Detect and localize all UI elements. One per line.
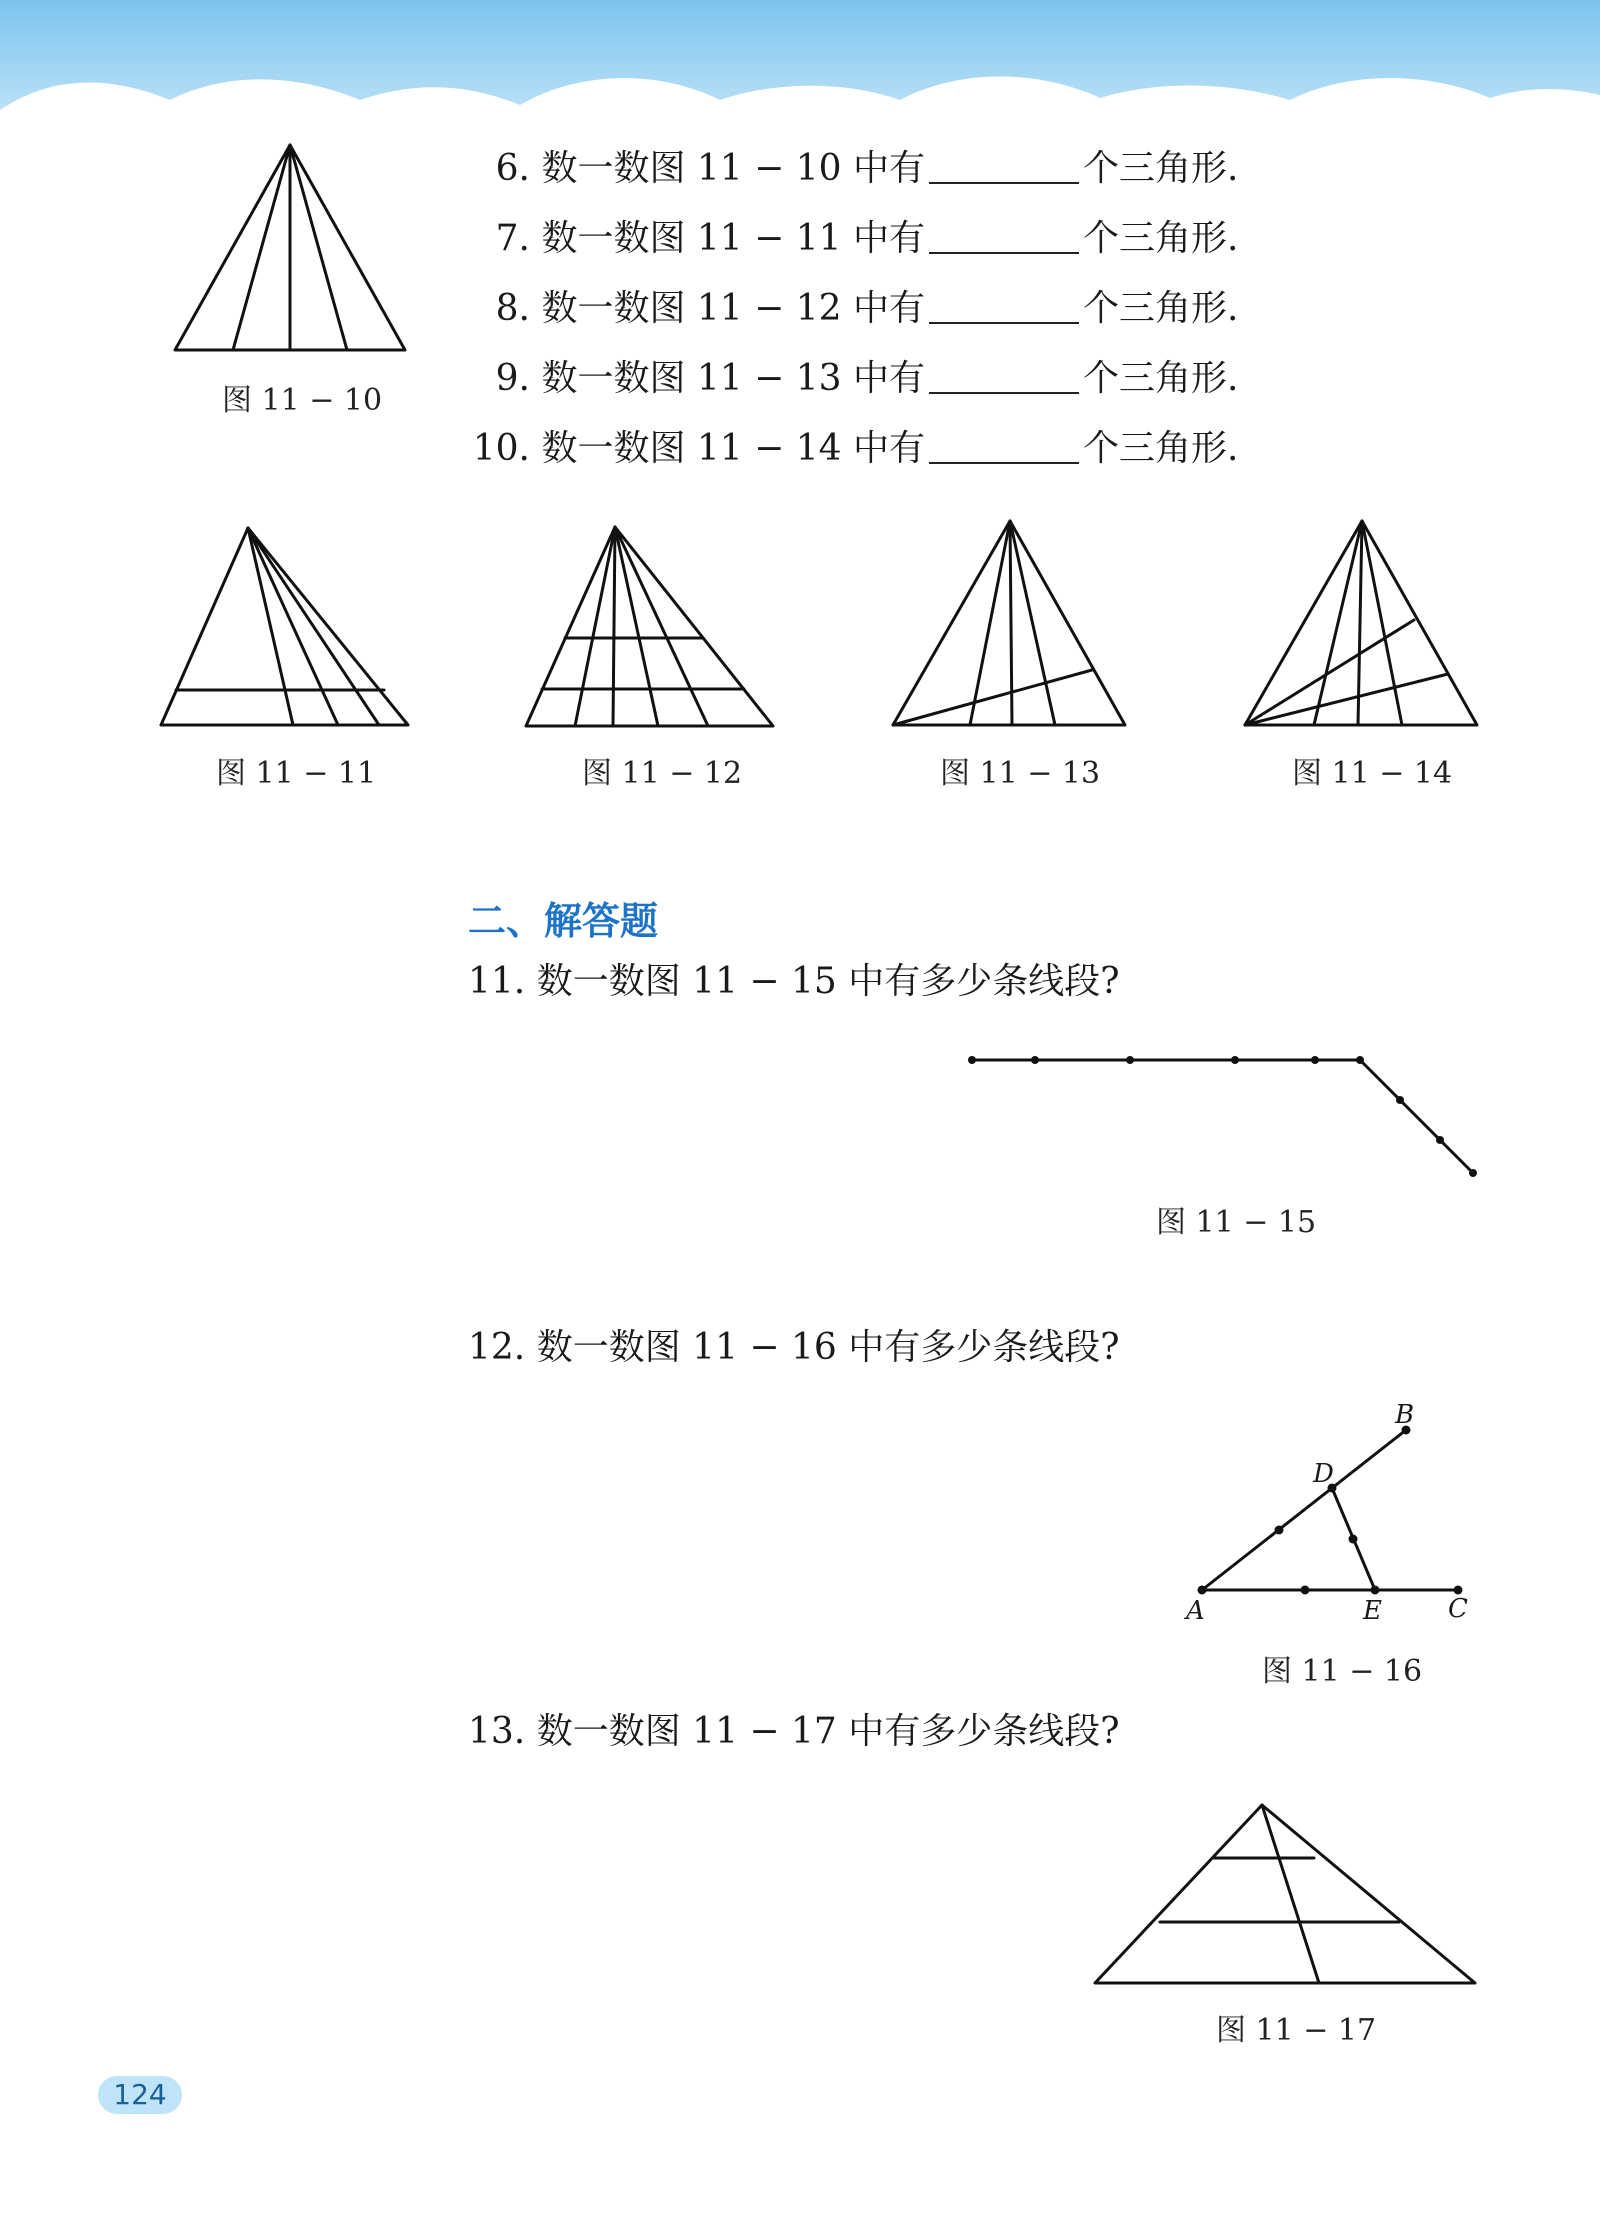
question-11	[468, 958, 1120, 1006]
answer-blank[interactable]	[929, 146, 1079, 184]
question-7: 7. 数一数图 11 − 11 中有 个三角形.	[495, 218, 1239, 259]
point-label-b: B	[1395, 1400, 1415, 1430]
question-suffix: 个三角形.	[1083, 358, 1239, 399]
answer-blank[interactable]	[929, 426, 1079, 464]
figure-11-15	[960, 1050, 1485, 1180]
question-6: 6. 数一数图 11 − 10 中有 个三角形.	[495, 148, 1239, 189]
answer-blank[interactable]	[929, 356, 1079, 394]
question-suffix: 个三角形.	[1083, 148, 1239, 189]
page-number-badge: 124	[98, 2076, 182, 2114]
question-12	[468, 1324, 1120, 1372]
question-text: 数一数图 11 − 15 中有多少条线段?	[536, 961, 1120, 1002]
header-sky-banner	[0, 0, 1600, 150]
figure-11-10	[170, 140, 410, 355]
question-text: 数一数图 11 − 13 中有	[541, 358, 926, 399]
answer-blank[interactable]	[929, 216, 1079, 254]
question-suffix: 个三角形.	[1083, 288, 1239, 329]
question-9: 9. 数一数图 11 − 13 中有 个三角形.	[495, 358, 1239, 399]
figure-11-13	[890, 518, 1130, 730]
question-text: 数一数图 11 − 11 中有	[541, 218, 926, 259]
figure-11-17	[1090, 1800, 1480, 1990]
point-label-e: E	[1363, 1596, 1382, 1626]
figure-11-16	[1190, 1420, 1470, 1600]
question-text: 数一数图 11 − 14 中有	[541, 428, 926, 469]
question-text: 数一数图 11 − 12 中有	[541, 288, 926, 329]
question-8: 8. 数一数图 11 − 12 中有 个三角形.	[495, 288, 1239, 329]
question-text: 数一数图 11 − 16 中有多少条线段?	[536, 1327, 1120, 1368]
answer-blank[interactable]	[929, 286, 1079, 324]
question-10: 10. 数一数图 11 − 14 中有 个三角形.	[472, 428, 1239, 469]
question-suffix: 个三角形.	[1083, 218, 1239, 259]
caption-11-15: 图 11 − 15	[1156, 1205, 1317, 1240]
caption-11-13: 图 11 − 13	[940, 756, 1101, 791]
section-title: 二、解答题	[468, 899, 659, 943]
point-label-c: C	[1448, 1594, 1468, 1624]
point-label-d: D	[1313, 1459, 1334, 1489]
caption-11-10: 图 11 − 10	[222, 383, 383, 418]
question-number: 13.	[468, 1711, 526, 1752]
caption-11-14: 图 11 − 14	[1292, 756, 1453, 791]
caption-11-12: 图 11 − 12	[582, 756, 743, 791]
figure-11-12	[523, 524, 778, 730]
question-text: 数一数图 11 − 10 中有	[541, 148, 926, 189]
figure-11-14	[1242, 518, 1482, 730]
question-suffix: 个三角形.	[1083, 428, 1239, 469]
question-text: 数一数图 11 − 17 中有多少条线段?	[536, 1711, 1120, 1752]
caption-11-17: 图 11 − 17	[1216, 2013, 1377, 2048]
question-13	[468, 1708, 1120, 1756]
question-number: 12.	[468, 1327, 526, 1368]
point-label-a: A	[1186, 1596, 1205, 1626]
question-number: 11.	[468, 961, 526, 1002]
caption-11-16: 图 11 − 16	[1262, 1654, 1423, 1689]
caption-11-11: 图 11 − 11	[216, 756, 377, 791]
figure-11-11	[158, 525, 413, 730]
